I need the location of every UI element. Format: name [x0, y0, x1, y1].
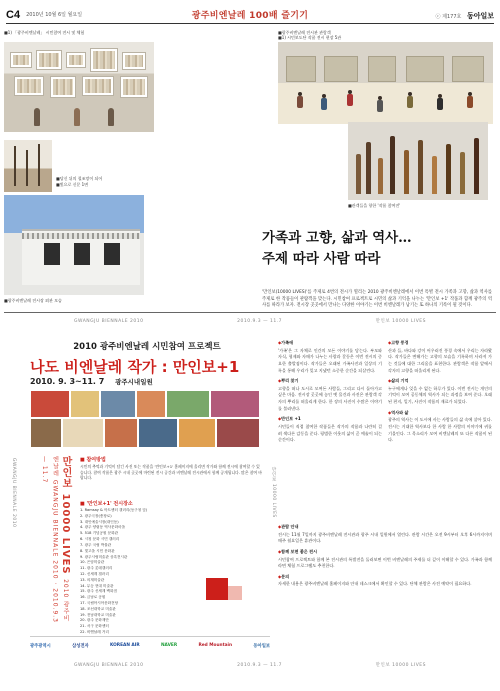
building-caption: ■ 광주비엔날레 전시장 외관 모습	[4, 298, 62, 303]
decorative-red-block	[206, 578, 228, 600]
column-text: '가족'은 그 자체로 인간의 모든 이야기를 담는다. 부모와 자식, 형제와 자매가 나누는 사랑과 갈등은 이번 전시의 중요한 출발점이다. 작가들은 오래된 가족사진과 일상의 기록을 통해 우리가 잊고 지냈던 소중한 순간을 되살린다.	[278, 347, 382, 373]
poster-photo-collage	[30, 390, 260, 448]
page-header	[6, 6, 494, 24]
column-heading: ◆ 역사와 삶	[388, 410, 492, 417]
column-text: 전시는 11월 7일까지 광주비엔날레 전시관과 광주 시내 일원에서 열린다. 관람 시간은 오전 9시부터 오후 6시까지이며 매주 월요일은 휴관이다.	[278, 531, 492, 544]
list-item: 17. 국립아시아문화전당	[80, 601, 119, 605]
article-column-2	[388, 336, 492, 444]
list-item: 5. 518 기념공원 문화관	[80, 531, 119, 536]
column-heading: ◆ 뿌리 찾기	[278, 378, 382, 385]
gallery-photo	[4, 42, 154, 132]
band-left-side: GWANGJU BIENNALE 2010	[11, 457, 16, 528]
list-item: 21. 서구 문화센터	[80, 624, 109, 629]
band-left-bottom: GWANGJU BIENNALE 2010	[74, 662, 144, 668]
sculpture-caption: ■ 관객들을 향한 '작품 참여전'	[348, 203, 400, 208]
column-text: 산과 들, 바다와 강이 어우러진 풍경 속에서 우리는 자라왔다. 작가들은 변해가는 고향의 모습을 기록하며 사라져 가는 것들에 대한 그리움을 표현한다. 관람객은 작품 앞에서 각자의 고향을 떠올리게 된다.	[388, 347, 492, 373]
issue-number: ⓒ 제177호	[435, 14, 462, 20]
installation-photo	[4, 140, 52, 192]
sponsor-logo: KOREAN AIR	[109, 643, 140, 648]
crowd-caption-1: ■ 광주비엔날레 전시관 관람객	[278, 30, 331, 35]
poster-date-venue	[30, 377, 153, 386]
info-heading: ■ 참여방법	[80, 457, 106, 463]
list-item: 20. 광주 문화재단	[80, 618, 109, 623]
column-text: 시민참여 프로젝트와 함께 본 전시관의 특별전을 둘러보면 이번 비엔날레의 주제를 더 깊이 이해할 수 있다. 가족과 함께라면 체험 프로그램도 추천한다.	[278, 556, 492, 569]
publish-date: 2010년 10월 6일 월요일	[26, 12, 83, 18]
column-text: 자세한 내용은 광주비엔날레 홈페이지와 안내 데스크에서 확인할 수 있다. 단체 관람은 사전 예약이 필요하다.	[278, 581, 472, 587]
list-item: 9. 광주시립미술관 상록전시관	[80, 554, 128, 559]
sponsor-logo: 광주광역시	[30, 643, 51, 649]
sponsor-logo: Red Mountain	[198, 643, 233, 648]
building-photo	[4, 195, 144, 295]
band-right-side: 만인보 10000 LIVES	[271, 467, 276, 518]
list-item: 3. 대인예술시장(대인동)	[80, 519, 119, 524]
list-item: 7. 광주 국립 박물관	[80, 542, 112, 547]
list-item: 18. 조선대학교 미술관	[80, 606, 116, 611]
column-heading: ◆ 삶의 기억	[388, 378, 492, 385]
headline-line-2: 주제 따라 사람 따라	[262, 250, 381, 267]
poster-band-left	[6, 330, 16, 655]
band-left: GWANGJU BIENNALE 2010	[74, 318, 144, 324]
list-item: 10. 은암미술관	[80, 560, 105, 565]
installation-caption-2: ■ 빛으로 신문 1면	[56, 182, 88, 187]
sponsor-bar	[30, 636, 270, 654]
band-mid-bottom: 2010.9.3 — 11.7	[237, 662, 283, 668]
crowd-photo	[278, 42, 493, 124]
poster-venue: 광주시내일원	[115, 378, 153, 386]
column-heading: ◆ 함께 보면 좋은 전시	[278, 549, 492, 556]
poster-vertical-main: 만인보 10000 LIVES	[60, 456, 71, 575]
advertisement-poster	[22, 330, 272, 660]
venue-list	[80, 508, 198, 636]
page-number: C4	[6, 8, 21, 21]
poster-dates: 2010. 9. 3~11. 7	[30, 377, 105, 386]
decorative-pink-block	[228, 586, 242, 600]
poster-title: 나도 비엔날레 작가 : 만인보+1	[30, 358, 240, 376]
poster-kicker: 2010 광주비엔날레 시민참여 프로젝트	[73, 342, 221, 352]
list-item: 8. 빛고을 시민 문화관	[80, 548, 115, 553]
headline	[262, 228, 462, 270]
section-divider	[4, 312, 496, 313]
poster-band-top	[4, 316, 496, 326]
list-item: 6. 시청 문화 시민 갤러리	[80, 537, 120, 542]
column-heading: ◆ 가족애	[278, 340, 382, 347]
poster-band-bottom	[4, 660, 496, 670]
list-item: 2. 광주극장(충장로)	[80, 513, 112, 518]
column-text: 누구에게나 잊을 수 없는 하루가 있다. 이번 전시는 개인의 기억이 모여 공동체의 역사가 되는 과정을 보여 준다. 오래된 편지, 일기, 사진이 작품의 재료가 되었다.	[388, 385, 492, 404]
column-text: 고향을 떠나 도시로 모여든 사람들, 그리고 다시 돌아가고 싶은 마음. 전시장 곳곳에 놓인 옛 물건과 사진은 관람객 각자의 뿌리를 떠올리게 한다. 한 장의 사진이 수많은 이야기를 불러낸다.	[278, 385, 382, 411]
list-item: 14. 무등 현대 미술관	[80, 583, 114, 588]
sponsor-logo: 삼성전자	[72, 643, 89, 649]
list-item: 4. 광주 양림동 역사문화마을	[80, 525, 126, 530]
sponsor-logo: NAVER	[160, 643, 178, 648]
list-item: 12. 신세계 갤러리	[80, 571, 109, 576]
sculpture-photo	[348, 122, 488, 200]
masthead-right	[436, 11, 494, 21]
list-item: 13. 의재미술관	[80, 577, 105, 582]
venue-list-heading: ■ '만인보+1' 전시장소	[80, 501, 133, 507]
column-heading: ◆ 만인보 +1	[278, 416, 382, 423]
list-item: 19. 전남대학교 미술관	[80, 612, 116, 617]
gallery-caption: ■ 1) 「광주비엔날레」 시민참여 전시 및 체험	[4, 30, 84, 35]
list-item: 1. Ramsay & 아트센터 갤러리(동구청 앞)	[80, 508, 148, 512]
poster-vertical-title	[36, 456, 70, 626]
list-item: 16. 금남로 공원	[80, 595, 106, 600]
column-heading: ◆ 관람 안내	[278, 524, 492, 531]
band-mid: 2010.9.3 — 11.7	[237, 318, 283, 324]
section-title: 광주비엔날레 100배 즐기기	[191, 11, 309, 21]
column-text: 시민들이 직접 참여한 작품들은 작가의 작품과 나란히 걸려 색다른 감동을 준다. 평범한 이웃의 삶이 곧 예술이 되는 순간이다.	[278, 423, 382, 443]
article-column-1	[278, 336, 382, 444]
column-heading: ◆ 고향 풍경	[388, 340, 492, 347]
column-heading: ◆ 문의	[278, 574, 492, 581]
installation-caption-1: ■ 당신 뒤의 철조망이 되어	[56, 176, 102, 181]
band-right: 만인보 10000 LIVES	[375, 319, 426, 324]
newspaper-name: 동아일보	[466, 12, 494, 20]
band-right-bottom: 만인보 10000 LIVES	[375, 663, 426, 668]
sponsor-logo: 동아일보	[253, 643, 270, 649]
list-item: 22. 비엔날레 거리	[80, 630, 109, 635]
lead-paragraph: '만인보(10000 LIVES)'를 주제로 4번의 전시가 열리는 2010 광주비엔날레에서 이번 특별 전시 가족과 고향, 삶과 역사를 주제로 한 작품들이 관람객을 맞는다. 시민참여 프로젝트로 시민의 삶과 기억을 나누는 '만인보 +1' 작품과 함께 광주의 역사를 따라가 보자. 전시장 곳곳에서 만나는 다양한 이야기는 이번 비엔날레가 남기는 또 하나의 기록이 될 것이다.	[262, 290, 492, 309]
info-text: 시민의 추억과 기억이 담긴 사진 또는 작품을 '만인보+1' 홈페이지에 올리면 작가와 함께 전시에 참여할 수 있습니다. 참여 작품은 광주 시내 곳곳에 마련된 전시 공간과 비엔날레 전시관에서 함께 공개됩니다. 많은 참여 바랍니다.	[80, 464, 262, 481]
list-item: 11. 광주 롯데갤러리	[80, 566, 113, 571]
column-text: 광주의 역사는 이 도시에 사는 사람들의 삶 속에 살아 있다. 전시는 거대한 역사보다 한 사람 한 사람의 이야기에 귀를 기울인다. 그 목소리가 모여 비엔날레의 또 다른 작품이 된다.	[388, 417, 492, 443]
list-item: 15. 광주 신세계 백화점	[80, 589, 117, 594]
poster-vertical-sub: 2010 광주비엔날레 GWANGJU BIENNALE 2010 · 2010.9.3 — 11.7	[41, 456, 69, 623]
article-column-3	[278, 520, 492, 588]
headline-line-1: 가족과 고향, 삶과 역사…	[262, 230, 412, 246]
crowd-caption-2: ■ 1) 시민보도단 작품 전시 현장 5관	[278, 35, 341, 40]
